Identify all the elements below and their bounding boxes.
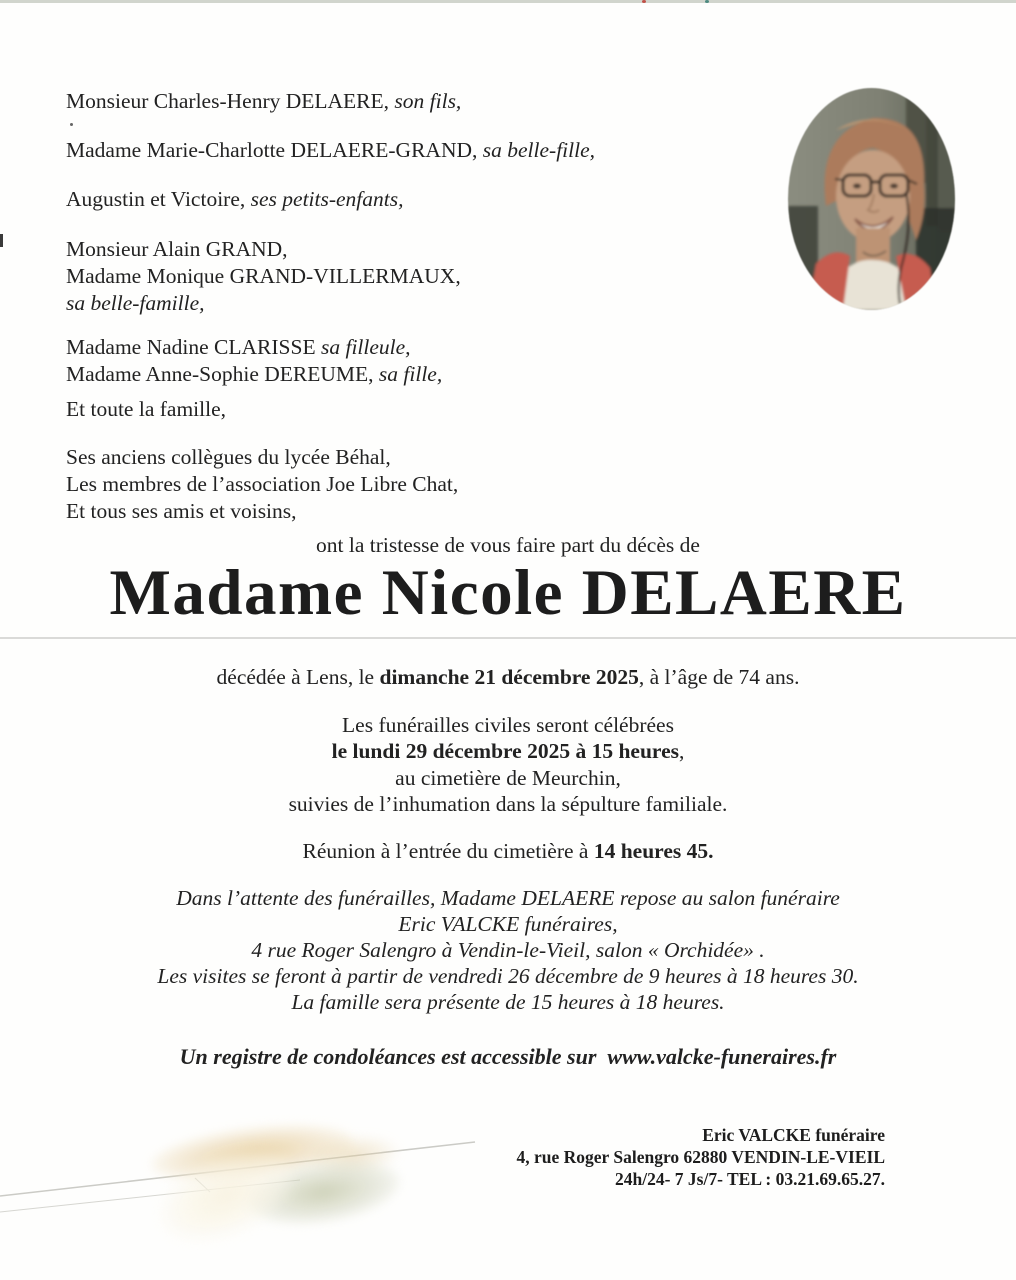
funeral-home-phone: 24h/24- 7 Js/7- TEL : 03.21.69.65.27.: [615, 1169, 885, 1189]
ceremony-line: suivies de l’inhumation dans la sépulture familiale.: [288, 792, 728, 816]
family-relation: sa belle-famille,: [66, 291, 205, 315]
scan-speck: [642, 0, 646, 3]
family-line: [66, 137, 595, 163]
register-line: [0, 1044, 1016, 1070]
family-line: [66, 290, 205, 316]
funeral-home-contact: [517, 1124, 886, 1190]
pampas-grass-head: [242, 1150, 404, 1234]
ceremony-line: au cimetière de Meurchin,: [395, 766, 621, 790]
family-line: [66, 263, 461, 289]
family-line: [66, 236, 288, 262]
scan-edge-mark: [0, 234, 3, 247]
scan-edge-artifact: [0, 0, 1016, 3]
repose-line: La famille sera présente de 15 heures à 18 heures.: [291, 990, 725, 1014]
repose-line: Eric VALCKE funéraires,: [398, 912, 618, 936]
family-name: Madame Monique GRAND-VILLERMAUX,: [66, 264, 461, 288]
scan-speck: [70, 123, 73, 126]
reunion-time: 14 heures 45.: [593, 839, 714, 863]
pampas-grass-head: [146, 1130, 307, 1259]
death-pre: décédée à Lens, le: [216, 665, 380, 689]
register-url: www.valcke-funeraires.fr: [607, 1044, 837, 1069]
scan-rule-artifact: [0, 637, 1016, 639]
family-name: Ses anciens collègues du lycée Béhal,: [66, 445, 391, 469]
ceremony-date-line: [0, 738, 1016, 764]
reunion-pre: Réunion à l’entrée du cimetière à: [302, 839, 594, 863]
family-name: Monsieur Alain GRAND,: [66, 237, 288, 261]
death-date: dimanche 21 décembre 2025: [379, 665, 639, 689]
pampas-grass-head: [148, 1116, 358, 1191]
register-label: Un registre de condoléances est accessible sur: [179, 1044, 597, 1069]
pampas-grass-head: [304, 1132, 402, 1178]
family-line: [66, 498, 297, 524]
reunion-line: [0, 838, 1016, 864]
family-name: Et tous ses amis et voisins,: [66, 499, 297, 523]
family-relation: son fils,: [394, 89, 462, 113]
repose-line: Dans l’attente des funérailles, Madame DELAERE repose au salon funéraire: [176, 886, 840, 910]
family-relation: sa fille,: [378, 362, 443, 386]
repose-line: 4 rue Roger Salengro à Vendin-le-Vieil, salon « Orchidée» .: [251, 938, 765, 962]
family-line: [66, 88, 461, 114]
funeral-home-address: 4, rue Roger Salengro 62880 VENDIN-LE-VIEIL: [516, 1147, 885, 1167]
ceremony-line: Les funérailles civiles seront célébrées: [342, 713, 674, 737]
scan-speck: [705, 0, 709, 3]
family-name: Madame Anne-Sophie DEREUME,: [66, 362, 374, 386]
repose-line: Les visites se feront à partir de vendredi 26 décembre de 9 heures à 18 heures 30.: [157, 964, 859, 988]
funeral-home-name: Eric VALCKE funéraire: [702, 1125, 885, 1145]
family-line: [66, 471, 458, 497]
family-line: [66, 396, 226, 422]
family-name: Et toute la famille,: [66, 397, 227, 421]
portrait-photo-illustration: [788, 88, 955, 310]
death-details-line: [0, 664, 1016, 690]
family-relation: sa belle-fille,: [482, 138, 596, 162]
family-relation: sa filleule,: [320, 335, 411, 359]
family-relation: ses petits-enfants,: [250, 187, 404, 211]
portrait-photo: [788, 88, 955, 310]
family-name: Madame Marie-Charlotte DELAERE-GRAND,: [66, 138, 478, 162]
family-name: Augustin et Victoire,: [66, 187, 246, 211]
family-line: [66, 186, 404, 212]
family-line: [66, 444, 391, 470]
family-line: [66, 361, 442, 387]
dried-grass-stems: [0, 1100, 520, 1260]
ceremony-date-comma: ,: [679, 739, 685, 763]
family-name: Les membres de l’association Joe Libre Chat,: [66, 472, 459, 496]
deceased-name-title: Madame Nicole DELAERE: [109, 557, 907, 629]
family-name: Madame Nadine CLARISSE: [66, 335, 316, 359]
ceremony-date: le lundi 29 décembre 2025 à 15 heures: [331, 739, 679, 763]
family-line: [66, 334, 411, 360]
death-post: , à l’âge de 74 ans.: [638, 665, 800, 689]
family-name: Monsieur Charles-Henry DELAERE,: [66, 89, 390, 113]
announcement-intro: ont la tristesse de vous faire part du décès de: [316, 533, 700, 557]
